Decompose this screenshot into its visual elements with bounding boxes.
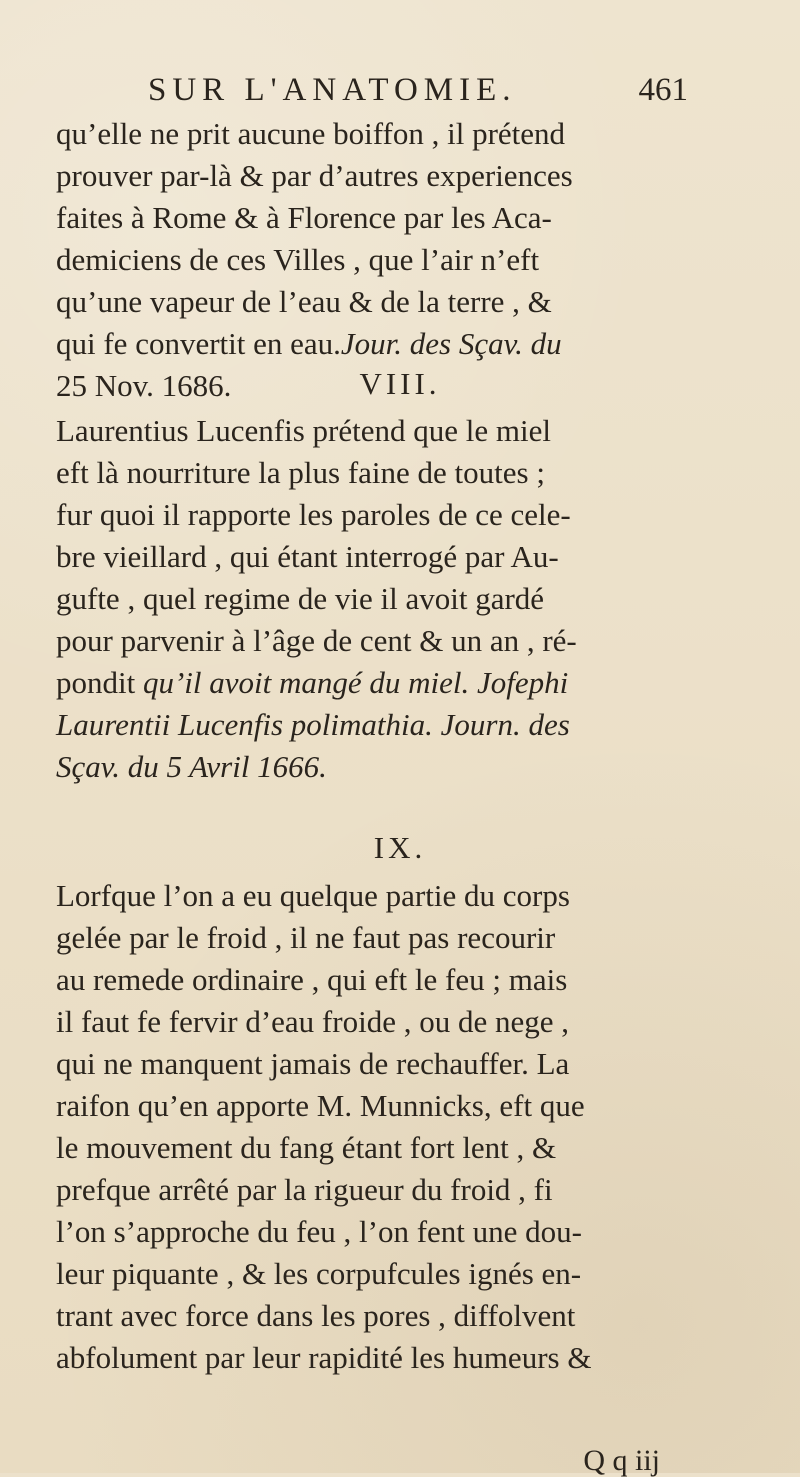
citation: qu’il avoit mangé du miel. Jofephi — [142, 665, 569, 700]
paragraph-1 — [56, 113, 746, 407]
text-line: leur piquante , & les corpufcules ignés en- — [56, 1256, 582, 1291]
text-line: Laurentius Lucenfis prétend que le miel — [56, 413, 551, 448]
text-line: qu’une vapeur de l’eau & de la terre , & — [56, 284, 552, 319]
text-line: demiciens de ces Villes , que l’air n’eft — [56, 242, 540, 277]
text-line: qui ne manquent jamais de rechauffer. La — [56, 1046, 570, 1081]
page-number: 461 — [638, 72, 688, 108]
text-line: pour parvenir à l’âge de cent & un an , ré- — [56, 623, 577, 658]
text-line: 25 Nov. 1686. — [56, 368, 232, 403]
text-line: gelée par le froid , il ne faut pas recourir — [56, 920, 556, 955]
text-line: le mouvement du fang étant fort lent , & — [56, 1130, 557, 1165]
text-line: l’on s’approche du feu , l’on fent une dou- — [56, 1214, 582, 1249]
signature-mark: Q q iij — [583, 1444, 660, 1477]
text-line: abfolument par leur rapidité les humeurs & — [56, 1340, 592, 1375]
text-line: fur quoi il rapporte les paroles de ce cele- — [56, 497, 571, 532]
text-line: gufte , quel regime de vie il avoit gardé — [56, 581, 545, 616]
paragraph-2 — [56, 410, 746, 788]
text-line: il faut fe fervir d’eau froide , ou de nege , — [56, 1004, 569, 1039]
text-line: bre vieillard , qui étant interrogé par Au- — [56, 539, 559, 574]
text-line: prouver par-là & par d’autres experiences — [56, 158, 573, 193]
text-line: Lorfque l’on a eu quelque partie du corps — [56, 878, 570, 913]
text-line: Sçav. du 5 Avril 1666. — [56, 749, 327, 784]
text-line — [56, 662, 746, 704]
section-heading-ix: IX. — [373, 830, 427, 865]
text-line: trant avec force dans les pores , diffolvent — [56, 1298, 576, 1333]
running-title: SUR L'ANATOMIE. — [148, 72, 517, 108]
text-line: faites à Rome & à Florence par les Aca- — [56, 200, 552, 235]
text-segment: pondit — [56, 665, 136, 700]
section-heading-viii: VIII. — [359, 366, 441, 401]
text-line: prefque arrêté par la rigueur du froid , fi — [56, 1172, 553, 1207]
citation: Jour. des Sçav. du — [340, 326, 562, 361]
text-line — [56, 323, 746, 365]
text-line: au remede ordinaire , qui eft le feu ; mais — [56, 962, 568, 997]
text-segment: qui fe convertit en eau. — [56, 326, 341, 361]
text-line: qu’elle ne prit aucune boiffon , il prétend — [56, 116, 566, 151]
paragraph-3 — [56, 875, 746, 1379]
text-line: raifon qu’en apporte M. Munnicks, eft que — [56, 1088, 585, 1123]
text-line: Laurentii Lucenfis polimathia. Journ. des — [56, 707, 570, 742]
text-line: eft là nourriture la plus faine de toutes ; — [56, 455, 545, 490]
